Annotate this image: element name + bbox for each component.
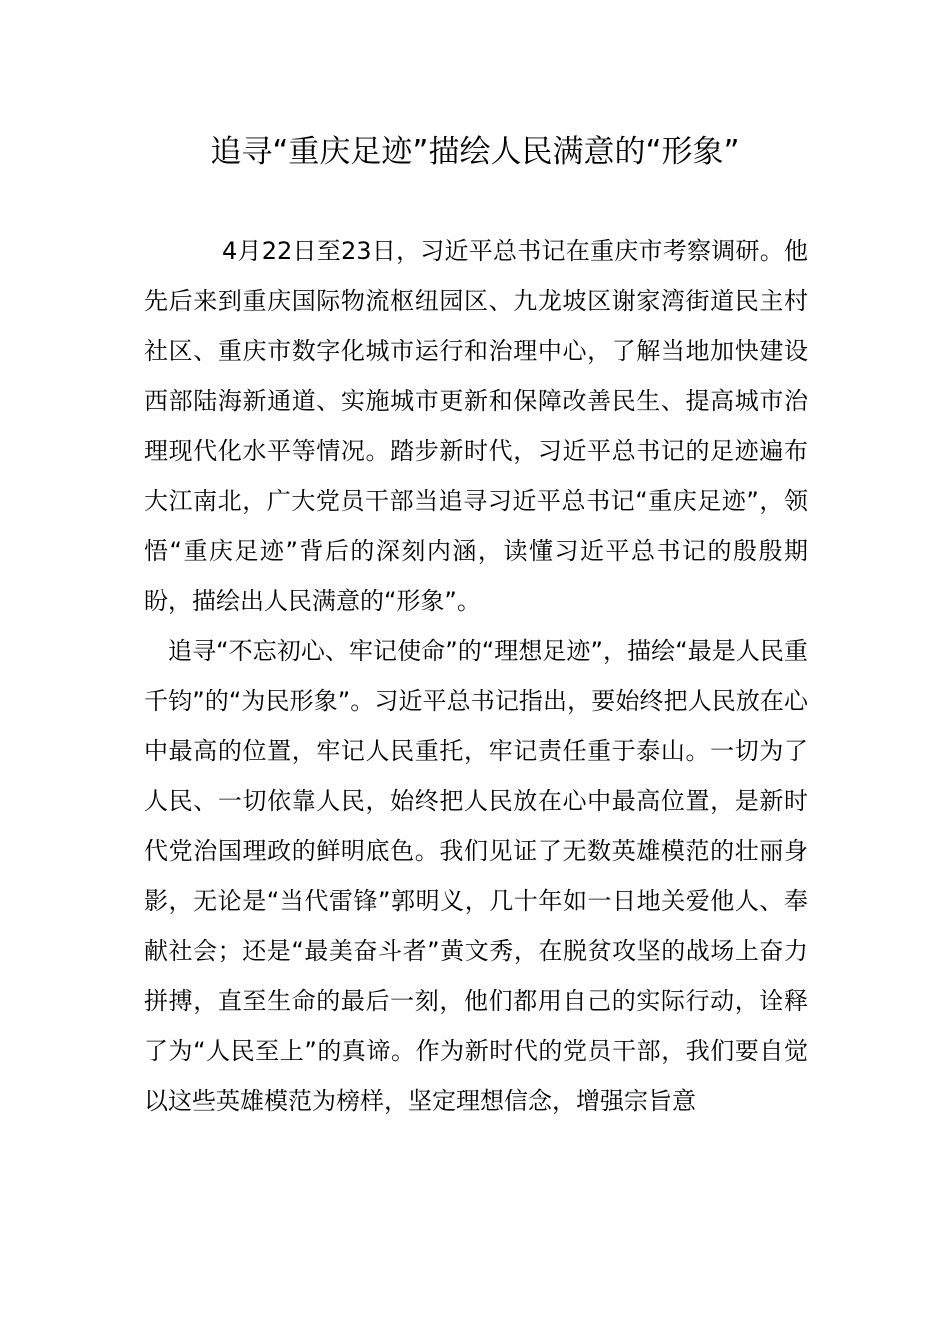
paragraph-1: 4月22日至23日，习近平总书记在重庆市考察调研。他先后来到重庆国际物流枢纽园区、九龙坡区谢家湾街道民主村社区、重庆市数字化城市运行和治理中心，了解当地加快建设西部陆海新通道、实施城市更新和保障改善民生、提高城市治理现代化水平等情况。踏步新时代，习近平总书记的足迹遍布大江南北，广大党员干部当追寻习近平总书记“重庆足迹”，领悟“重庆足迹”背后的深刻内涵，读懂习近平总书记的殷殷期盼，描绘出人民满意的“形象”。 <box>144 237 808 615</box>
document-body <box>144 226 808 1126</box>
paragraph-2: 追寻“不忘初心、牢记使命”的“理想足迹”，描绘“最是人民重千钧”的“为民形象”。习近平总书记指出，要始终把人民放在心中最高的位置，牢记人民重托，牢记责任重于泰山。一切为了人民、一切依靠人民，始终把人民放在心中最高位置，是新时代党治国理政的鲜明底色。我们见证了无数英雄模范的壮丽身影，无论是“当代雷锋”郭明义，几十年如一日地关爱他人、奉献社会；还是“最美奋斗者”黄文秀，在脱贫攻坚的战场上奋力拼搏，直至生命的最后一刻，他们都用自己的实际行动，诠释了为“人民至上”的真谛。作为新时代的党员干部，我们要自觉以这些英雄模范为榜样，坚定理想信念，增强宗旨意 <box>144 637 808 1115</box>
document-title: 追寻“重庆足迹”描绘人民满意的“形象” <box>210 134 740 170</box>
